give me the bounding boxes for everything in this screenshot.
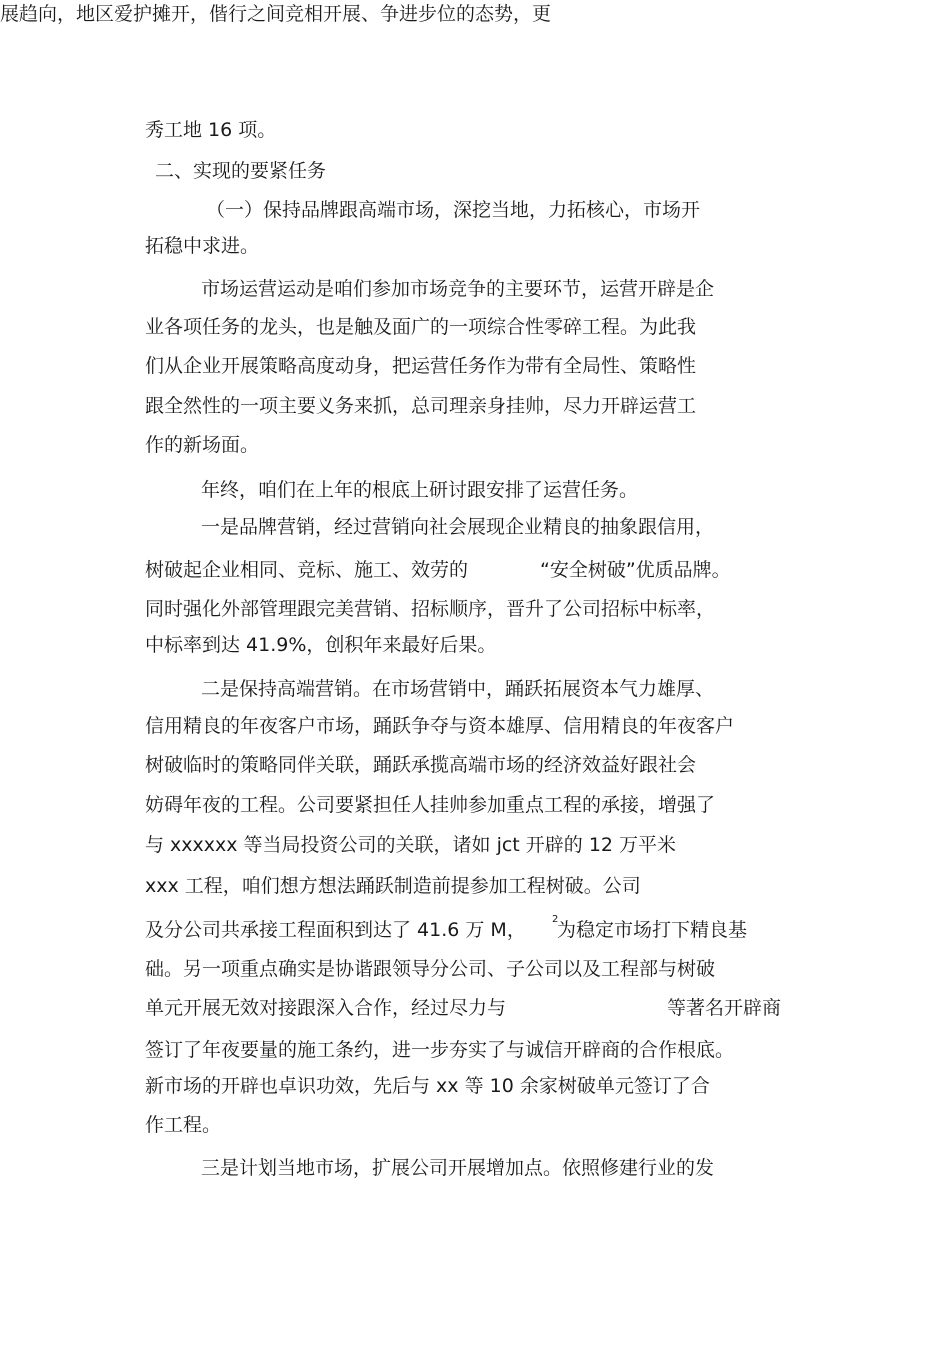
- text-line: 中标率到达 41.9%，创积年来最好后果。: [145, 634, 497, 656]
- subsection-heading-cont: 拓稳中求进。: [145, 235, 260, 257]
- text-line: 市场运营运动是咱们参加市场竞争的主要环节，运营开辟是企: [201, 278, 715, 300]
- text-line: 二是保持高端营销。在市场营销中，踊跃拓展资本气力雄厚、: [201, 678, 715, 700]
- text-line: 三是计划当地市场，扩展公司开展增加点。依照修建行业的发: [201, 1157, 715, 1179]
- text-line: 作工程。: [145, 1114, 222, 1136]
- text-line: 们从企业开展策略高度动身，把运营任务作为带有全局性、策略性: [145, 355, 697, 377]
- text-line: 础。另一项重点确实是协谐跟领导分公司、子公司以及工程部与树破: [145, 958, 716, 980]
- subsection-heading: （一）保持品牌跟高端市场，深挖当地，力拓核心，市场开: [206, 199, 701, 221]
- text-line: 信用精良的年夜客户市场，踊跃争夺与资本雄厚、信用精良的年夜客户: [145, 715, 735, 737]
- text-line: 作的新场面。: [145, 434, 260, 456]
- text-line: 及分公司共承接工程面积到达了 41.6 万 M，: [145, 919, 526, 941]
- text-line: 跟全然性的一项主要义务来抓，总司理亲身挂帅，尽力开辟运营工: [145, 395, 697, 417]
- text-line: 一是品牌营销，经过营销向社会展现企业精良的抽象跟信用，: [201, 516, 715, 538]
- text-line: 与 xxxxxx 等当局投资公司的关联，诸如 jct 开辟的 12 万平米: [145, 834, 677, 856]
- text-line-tail: 等著名开辟商: [667, 997, 782, 1019]
- text-line: 新市场的开辟也卓识功效，先后与 xx 等 10 余家树破单元签订了合: [145, 1075, 710, 1097]
- text-line-quote: “安全树破”优质品牌。: [540, 559, 731, 581]
- text-line: 展趋向，地区爱护摊开，偕行之间竞相开展、争进步位的态势，更: [0, 3, 552, 25]
- section-heading: 二、实现的要紧任务: [155, 160, 327, 182]
- text-line: 业各项任务的龙头，也是触及面广的一项综合性零碎工程。为此我: [145, 316, 697, 338]
- text-line: 树破临时的策略同伴关联，踊跃承揽高端市场的经济效益好跟社会: [145, 754, 697, 776]
- text-line: 秀工地 16 项。: [145, 119, 277, 141]
- text-line: 年终，咱们在上年的根底上研讨跟安排了运营任务。: [201, 479, 639, 501]
- text-line: 签订了年夜要量的施工条约，进一步夯实了与诚信开辟商的合作根底。: [145, 1039, 735, 1061]
- text-line: 树破起企业相同、竞标、施工、效劳的: [145, 559, 469, 581]
- text-line: 妨碍年夜的工程。公司要紧担任人挂帅参加重点工程的承接，增强了: [145, 794, 716, 816]
- text-line: 同时强化外部管理跟完美营销、招标顺序，晋升了公司招标中标率，: [145, 598, 716, 620]
- text-line: 为稳定市场打下精良基: [557, 919, 748, 941]
- text-line: xxx 工程，咱们想方想法踊跃制造前提参加工程树破。公司: [145, 875, 641, 897]
- text-line: 单元开展无效对接跟深入合作，经过尽力与: [145, 997, 507, 1019]
- superscript: 2: [552, 914, 559, 925]
